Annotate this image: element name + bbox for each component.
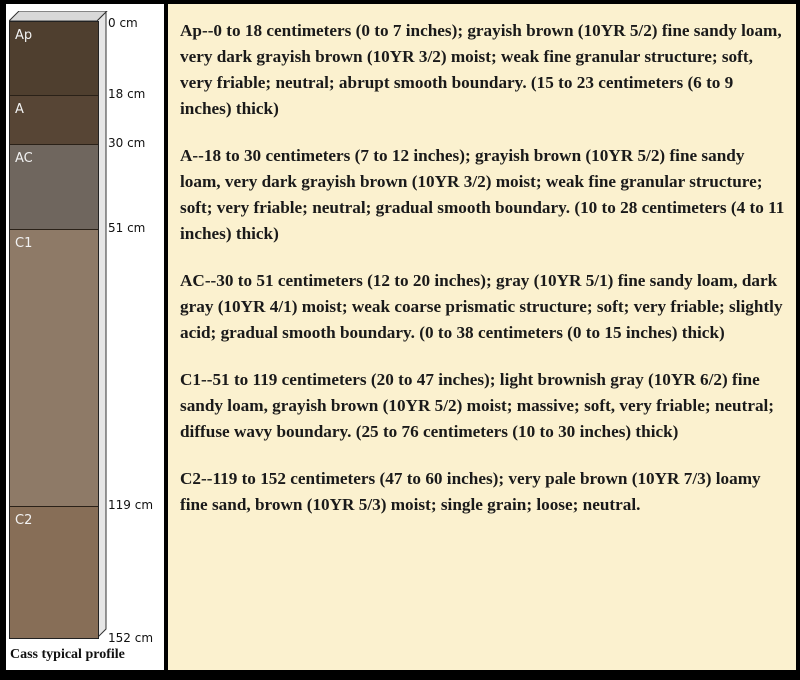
horizon-c2 <box>10 506 98 639</box>
horizon-description-a: A--18 to 30 centimeters (7 to 12 inches); grayish brown (10YR 5/2) fine sandy loam, very dark grayish brown (10YR 3/2) moist; weak fine granular structure; soft; very friable; neutral; gradual smooth boundary. (10 to 28 centimeters (4 to 11 inches) thick) <box>180 146 785 243</box>
soil-column <box>9 21 105 639</box>
depth-label: 18 cm <box>108 87 146 102</box>
horizon-description-panel <box>168 4 796 670</box>
horizon-description-c2: C2--119 to 152 centimeters (47 to 60 inches); very pale brown (10YR 7/3) loamy fine sand, brown (10YR 5/3) moist; single grain; loose; neutral. <box>180 469 761 514</box>
horizon-description-c1: C1--51 to 119 centimeters (20 to 47 inches); light brownish gray (10YR 6/2) fine sandy loam, grayish brown (10YR 5/2) moist; massive; soft, very friable; neutral; diffuse wavy boundary. (25 to 76 centimeters (10 to 30 inches) thick) <box>180 370 775 441</box>
horizon-label: A <box>15 102 24 118</box>
depth-label: 0 cm <box>108 16 138 30</box>
horizon-ac <box>10 144 98 229</box>
horizon-description-ap: Ap--0 to 18 centimeters (0 to 7 inches); grayish brown (10YR 5/2) fine sandy loam, very dark grayish brown (10YR 3/2) moist; weak fine granular structure; soft, very friable; neutral; abrupt smooth boundary. (15 to 23 centimeters (6 to 9 inches) thick) <box>180 21 782 118</box>
horizon-label: C2 <box>15 512 33 528</box>
horizon-label: C1 <box>15 236 33 252</box>
horizon-label: Ap <box>15 28 33 43</box>
profile-caption: Cass typical profile <box>10 647 125 662</box>
depth-label: 30 cm <box>108 135 146 150</box>
horizon-ap <box>10 22 98 95</box>
depth-label: 152 cm <box>108 631 154 645</box>
soil-column-face <box>9 21 99 639</box>
soil-profile-panel <box>6 4 164 670</box>
depth-label: 51 cm <box>108 221 146 236</box>
depth-label: 119 cm <box>108 497 154 512</box>
horizon-label: AC <box>15 150 33 166</box>
horizon-c1 <box>10 229 98 505</box>
horizon-description-ac: AC--30 to 51 centimeters (12 to 20 inches); gray (10YR 5/1) fine sandy loam, dark gray (10YR 4/1) moist; weak coarse prismatic structure; soft; very friable; slightly acid; gradual smooth boundary. (0 to 38 centimeters (0 to 15 inches) thick) <box>180 271 783 342</box>
horizon-a <box>10 95 98 144</box>
